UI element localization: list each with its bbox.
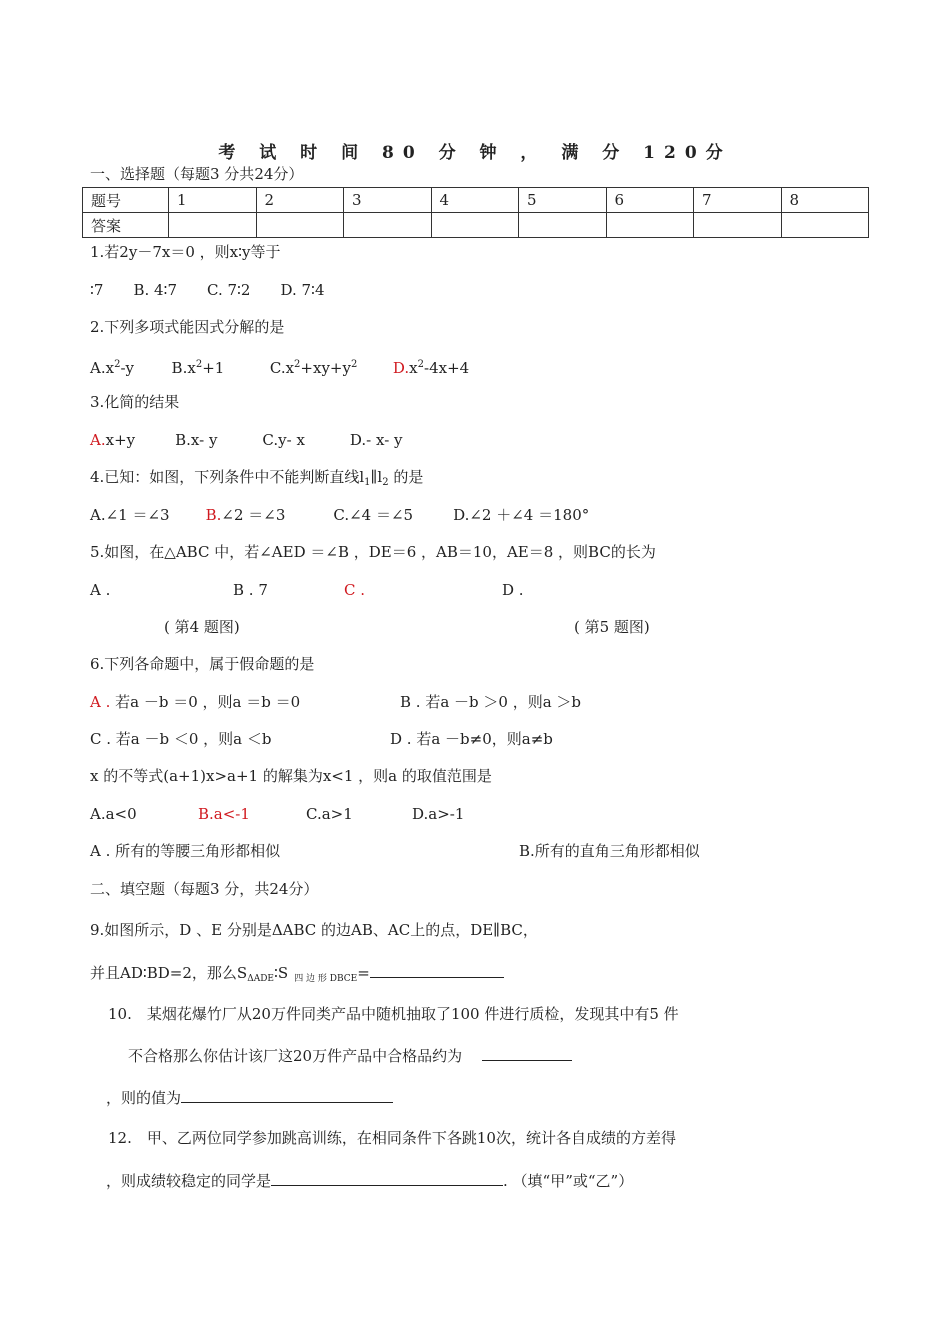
table-cell: 5 — [519, 188, 607, 213]
question-7-option-c: C.a>1 — [306, 805, 353, 823]
table-cell: 4 — [431, 188, 519, 213]
answer-cell[interactable] — [781, 213, 869, 238]
option-b-text: ∠2 ＝∠3 — [221, 506, 286, 524]
table-row-answers — [83, 213, 869, 238]
option-b-label: B. — [205, 506, 222, 524]
question-12-line-2: ，则成绩较稳定的同学是 . （填“甲”或“乙”） — [106, 1172, 634, 1190]
answer-blank[interactable] — [370, 962, 504, 978]
answer-cell[interactable] — [606, 213, 694, 238]
answer-blank[interactable] — [482, 1045, 572, 1061]
option-bcd: B.x- y C.y- x D.- x- y — [175, 431, 403, 449]
question-6-option-d: D . 若a －b≠0，则a≠b — [390, 730, 553, 748]
figure-caption-4: ( 第4 题图) — [164, 618, 240, 636]
option-d: $D.x^2-4x+4$ — [392, 359, 470, 377]
question-4-options — [90, 505, 589, 525]
answer-cell[interactable] — [694, 213, 782, 238]
question-1-options: ∶7 B. 4∶7 C. 7∶2 D. 7∶4 — [90, 281, 325, 299]
question-7-option-d: D.a>-1 — [412, 805, 465, 823]
question-6-option-c: C . 若a －b ＜0 ，则a ＜b — [90, 730, 272, 748]
question-5-option-c: C . — [344, 581, 366, 599]
option-a: $A.x^2-y$ — [90, 359, 134, 377]
table-cell: 7 — [694, 188, 782, 213]
row-label-answer: 答案 — [83, 213, 169, 238]
table-cell: 1 — [169, 188, 257, 213]
figure-caption-5: ( 第5 题图) — [574, 618, 650, 636]
question-4-stem: 4.已知：如图，下列条件中不能判断直线$l_1\parallel l_2$ 的是 — [90, 468, 424, 488]
option-b: $B.x^2+1$ — [171, 359, 225, 377]
option-c: $C.x^2+xy+y^2$ — [269, 359, 358, 377]
answer-cell[interactable] — [344, 213, 432, 238]
answer-table — [82, 187, 869, 238]
answer-cell[interactable] — [256, 213, 344, 238]
question-6-option-a: A . 若a －b ＝0 ，则a ＝b ＝0 — [90, 693, 301, 711]
option-a-label: A. — [90, 431, 106, 449]
question-6-option-b: B . 若a －b ＞0 ，则a ＞b — [400, 693, 582, 711]
question-6-stem: 6.下列各命题中，属于假命题的是 — [90, 655, 315, 673]
question-5-option-d: D . — [502, 581, 524, 599]
question-5-option-b: B . 7 — [233, 581, 268, 599]
table-cell: 8 — [781, 188, 869, 213]
page-title: 考 试 时 间 80 分 钟 ， 满 分 120分 — [218, 143, 732, 163]
question-3-options — [90, 430, 403, 450]
question-10-line-1: 10. 某烟花爆竹厂从20万件同类产品中随机抽取了100 件进行质检，发现其中有5 件 — [108, 1005, 679, 1023]
answer-cell[interactable] — [519, 213, 607, 238]
question-8-option-b: B.所有的直角三角形都相似 — [519, 842, 700, 860]
row-label-number: 题号 — [83, 188, 169, 213]
table-cell: 2 — [256, 188, 344, 213]
answer-blank[interactable] — [181, 1087, 393, 1103]
answer-cell[interactable] — [431, 213, 519, 238]
option-d: D.∠2 ＋∠4 ＝180° — [453, 506, 590, 524]
question-9-line-2: 并且AD∶BD=2，那么$S_{\Delta ADE}∶S$ $_{四 边 形 DBCE}$= — [90, 962, 504, 989]
question-7-option-a: A.a<0 — [90, 805, 137, 823]
question-10-line-2: 不合格那么你估计该厂这20万件产品中合格品约为 — [128, 1045, 572, 1066]
question-1-stem: 1.若2y－7x＝0 ，则x∶y等于 — [90, 243, 281, 261]
section-heading-fill: 二、填空题（每题3 分，共24分） — [90, 880, 319, 898]
option-a-text: x+y — [105, 431, 136, 449]
question-9-line-1: 9.如图所示，D 、E 分别是ΔABC 的边AB、AC上的点，DE∥BC， — [90, 921, 538, 939]
question-5-option-a: A . — [90, 581, 111, 599]
question-5-stem: 5.如图，在△ABC 中，若∠AED ＝∠B ，DE＝6 ，AB＝10，AE＝8 ，则BC的长为 — [90, 543, 656, 561]
question-7-stem: x 的不等式(a+1)x>a+1 的解集为x<1 ，则a 的取值范围是 — [90, 767, 492, 785]
option-c: C.∠4 ＝∠5 — [333, 506, 414, 524]
section-heading-choice: 一、选择题（每题3 分共24分） — [90, 165, 304, 183]
table-cell: 6 — [606, 188, 694, 213]
question-7-option-b: B.a<-1 — [198, 805, 250, 823]
table-row-numbers — [83, 188, 869, 213]
answer-cell[interactable] — [169, 213, 257, 238]
question-3-stem: 3.化简的结果 — [90, 393, 180, 411]
table-cell: 3 — [344, 188, 432, 213]
question-2-options — [90, 355, 469, 378]
question-12-line-1: 12. 甲、乙两位同学参加跳高训练，在相同条件下各跳10次，统计各自成绩的方差得 — [108, 1129, 676, 1147]
option-a: A.∠1 ＝∠3 — [90, 506, 170, 524]
question-11: ，则的值为 — [106, 1087, 393, 1108]
answer-blank[interactable] — [271, 1170, 503, 1186]
question-8-option-a: A . 所有的等腰三角形都相似 — [90, 842, 281, 860]
question-2-stem: 2.下列多项式能因式分解的是 — [90, 318, 285, 336]
